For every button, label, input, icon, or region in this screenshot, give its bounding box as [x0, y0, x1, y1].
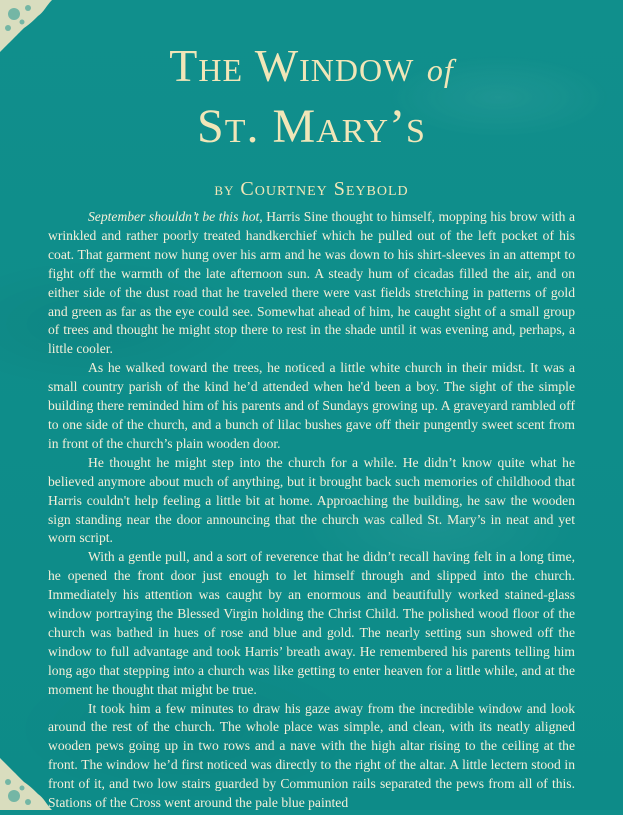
lace-corner-ornament-bottom-icon	[0, 758, 52, 810]
story-title-line-1	[0, 40, 623, 96]
byline	[0, 178, 623, 201]
story-paragraph-4: With a gentle pull, and a sort of reverence that he didn’t recall having felt in a long time, he opened the front door just enough to let himself through and slipped into the church. Immediately his attention was caught by an enormous and beautifully worked stained-glass window portraying the Blessed Virgin holding the Christ Child. The polished wood floor of the church was bathed in hues of rose and blue and gold. The nearly setting sun showed off the window to full advantage and took Harris’ breath away. He remembered his parents telling him long ago that stepping into a church was like getting to enter heaven for a little while, and at the moment he thought that might be true.	[48, 549, 575, 697]
story-paragraph-5: It took him a few minutes to draw his gaze away from the incredible window and look around the rest of the church. The whole place was simple, and clean, with its neatly aligned wooden pews going up in two rows and a nave with the high altar rising to the ceiling at the front. The window he’d first noticed was directly to the right of the altar. A little lectern stood in front of it, and two low stairs guarded by Communion rails separated the pews from all of this. Stations of the Cross went around the pale blue painted	[48, 700, 575, 811]
story-paragraph-2: As he walked toward the trees, he noticed a little white church in their midst. It was a small country parish of the kind he’d attended when he'd been a boy. The sight of the simple building there reminded him of his parents and of Sundays growing up. A graveyard rambled off to one side of the church, and a bunch of lilac bushes gave off their pungently sweet scent from in front of the church’s plain wooden door.	[48, 360, 575, 451]
byline-prefix: by	[214, 179, 235, 199]
story-body	[48, 208, 575, 813]
story-title-line-2: St. Mary’s	[197, 100, 426, 153]
story-opening-italic: September shouldn’t be this hot,	[88, 209, 263, 224]
story-title-block	[0, 40, 623, 201]
author-name: Courtney Seybold	[240, 178, 409, 200]
story-paragraph-1	[48, 208, 575, 359]
story-paragraph-3: He thought he might step into the church for a while. He didn’t know quite what he believed anymore about much of anything, but it brought back such memories of childhood that Harris couldn't help feeling a little bit at home. Approaching the building, he saw the wooden sign standing near the door announcing that the church was called St. Mary’s in neat and yet worn script.	[48, 454, 575, 546]
story-title-of: of	[426, 52, 454, 88]
story-title-main: The Window	[169, 40, 415, 91]
story-paragraph-1-text: Harris Sine thought to himself, mopping his brow with a wrinkled and rather poorly treated handkerchief which he pulled out of the left pocket of his coat. That garment now hung over his arm and he was down to his shirt-sleeves in an attempt to fight off the warmth of the late afternoon sun. A steady hum of cicadas filled the air, and on either side of the dust road that he traveled there were vast fields stretching in patterns of gold and green as far as the eye could see. Somewhat ahead of him, he caught sight of a small group of trees and thought he might stop there to rest in the shade until it was evening and, perhaps, a little cooler.	[48, 209, 575, 357]
